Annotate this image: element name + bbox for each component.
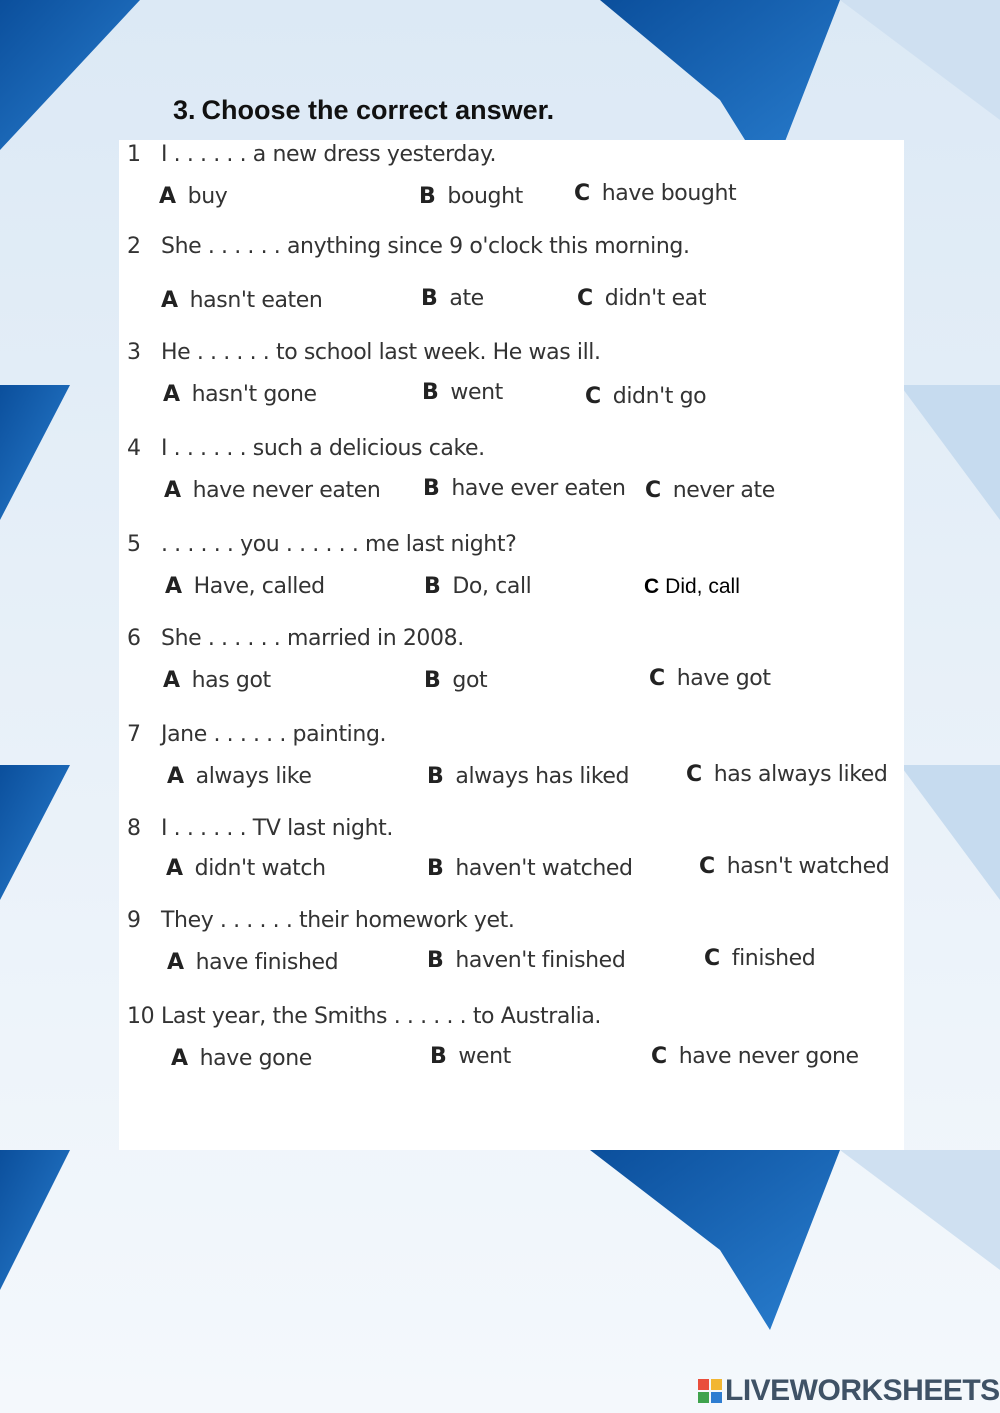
option-c[interactable]: C never ate — [645, 478, 775, 503]
question-4 — [119, 436, 904, 532]
option-a[interactable]: A has got — [163, 668, 271, 693]
liveworksheets-logo-icon — [698, 1379, 722, 1403]
question-number: 3 — [127, 340, 141, 365]
option-b[interactable]: B haven't watched — [427, 856, 633, 881]
question-10 — [119, 1004, 904, 1100]
brand-name: LIVEWORKSHEETS — [725, 1374, 1000, 1407]
question-stem: 8 I . . . . . . TV last night. — [127, 816, 393, 841]
question-number: 7 — [127, 722, 141, 747]
option-b[interactable]: B haven't finished — [427, 948, 626, 973]
exercise-instruction: Choose the correct answer. — [201, 95, 555, 125]
question-1 — [119, 142, 904, 238]
option-a[interactable]: A Have, called — [165, 574, 325, 599]
question-9 — [119, 908, 904, 1004]
question-number: 4 — [127, 436, 141, 461]
question-number: 9 — [127, 908, 141, 933]
question-number: 2 — [127, 234, 141, 259]
option-a[interactable]: A always like — [167, 764, 312, 789]
option-c[interactable]: C didn't go — [585, 384, 707, 409]
option-b[interactable]: B bought — [419, 184, 523, 209]
question-number: 10 — [127, 1004, 155, 1029]
option-c[interactable]: C have got — [649, 666, 771, 691]
option-a[interactable]: A hasn't gone — [163, 382, 317, 407]
question-5 — [119, 532, 904, 628]
liveworksheets-brand[interactable] — [698, 1376, 1000, 1406]
question-number: 1 — [127, 142, 141, 167]
option-c[interactable]: C have never gone — [651, 1044, 859, 1069]
option-c[interactable]: C hasn't watched — [699, 854, 890, 879]
question-stem: 4 I . . . . . . such a delicious cake. — [127, 436, 485, 461]
option-c[interactable]: C has always liked — [686, 762, 888, 787]
option-c[interactable]: C didn't eat — [577, 286, 707, 311]
question-number: 8 — [127, 816, 141, 841]
option-a[interactable]: A hasn't eaten — [161, 288, 323, 313]
question-7 — [119, 722, 904, 818]
question-stem: 7 Jane . . . . . . painting. — [127, 722, 387, 747]
option-b[interactable]: B got — [424, 668, 488, 693]
worksheet-panel — [119, 140, 904, 1150]
option-a[interactable]: A didn't watch — [166, 856, 326, 881]
option-c[interactable]: C finished — [704, 946, 816, 971]
question-6 — [119, 626, 904, 722]
option-b[interactable]: B Do, call — [424, 574, 532, 599]
exercise-number: 3. — [173, 95, 196, 125]
question-2 — [119, 234, 904, 330]
question-stem: 3 He . . . . . . to school last week. He was ill. — [127, 340, 601, 365]
option-b[interactable]: B went — [430, 1044, 511, 1069]
option-b[interactable]: B ate — [421, 286, 484, 311]
option-b[interactable]: B always has liked — [427, 764, 630, 789]
option-a[interactable]: A have finished — [167, 950, 339, 975]
option-a[interactable]: A have never eaten — [164, 478, 381, 503]
question-stem: 5 . . . . . . you . . . . . . me last night? — [127, 532, 517, 557]
question-stem: 1 I . . . . . . a new dress yesterday. — [127, 142, 497, 167]
question-stem: 9 They . . . . . . their homework yet. — [127, 908, 515, 933]
exercise-title — [173, 95, 554, 126]
option-b[interactable]: B have ever eaten — [423, 476, 626, 501]
option-b[interactable]: B went — [422, 380, 503, 405]
option-c[interactable]: C have bought — [574, 181, 737, 206]
question-8 — [119, 816, 904, 912]
question-3 — [119, 340, 904, 436]
question-number: 6 — [127, 626, 141, 651]
option-c[interactable]: C Did, call — [644, 575, 740, 598]
question-stem: 2 She . . . . . . anything since 9 o'clock this morning. — [127, 234, 690, 259]
question-number: 5 — [127, 532, 141, 557]
question-stem: 6 She . . . . . . married in 2008. — [127, 626, 464, 651]
option-a[interactable]: A buy — [159, 184, 228, 209]
option-a[interactable]: A have gone — [171, 1046, 312, 1071]
question-stem: 10 Last year, the Smiths . . . . . . to Australia. — [127, 1004, 602, 1029]
